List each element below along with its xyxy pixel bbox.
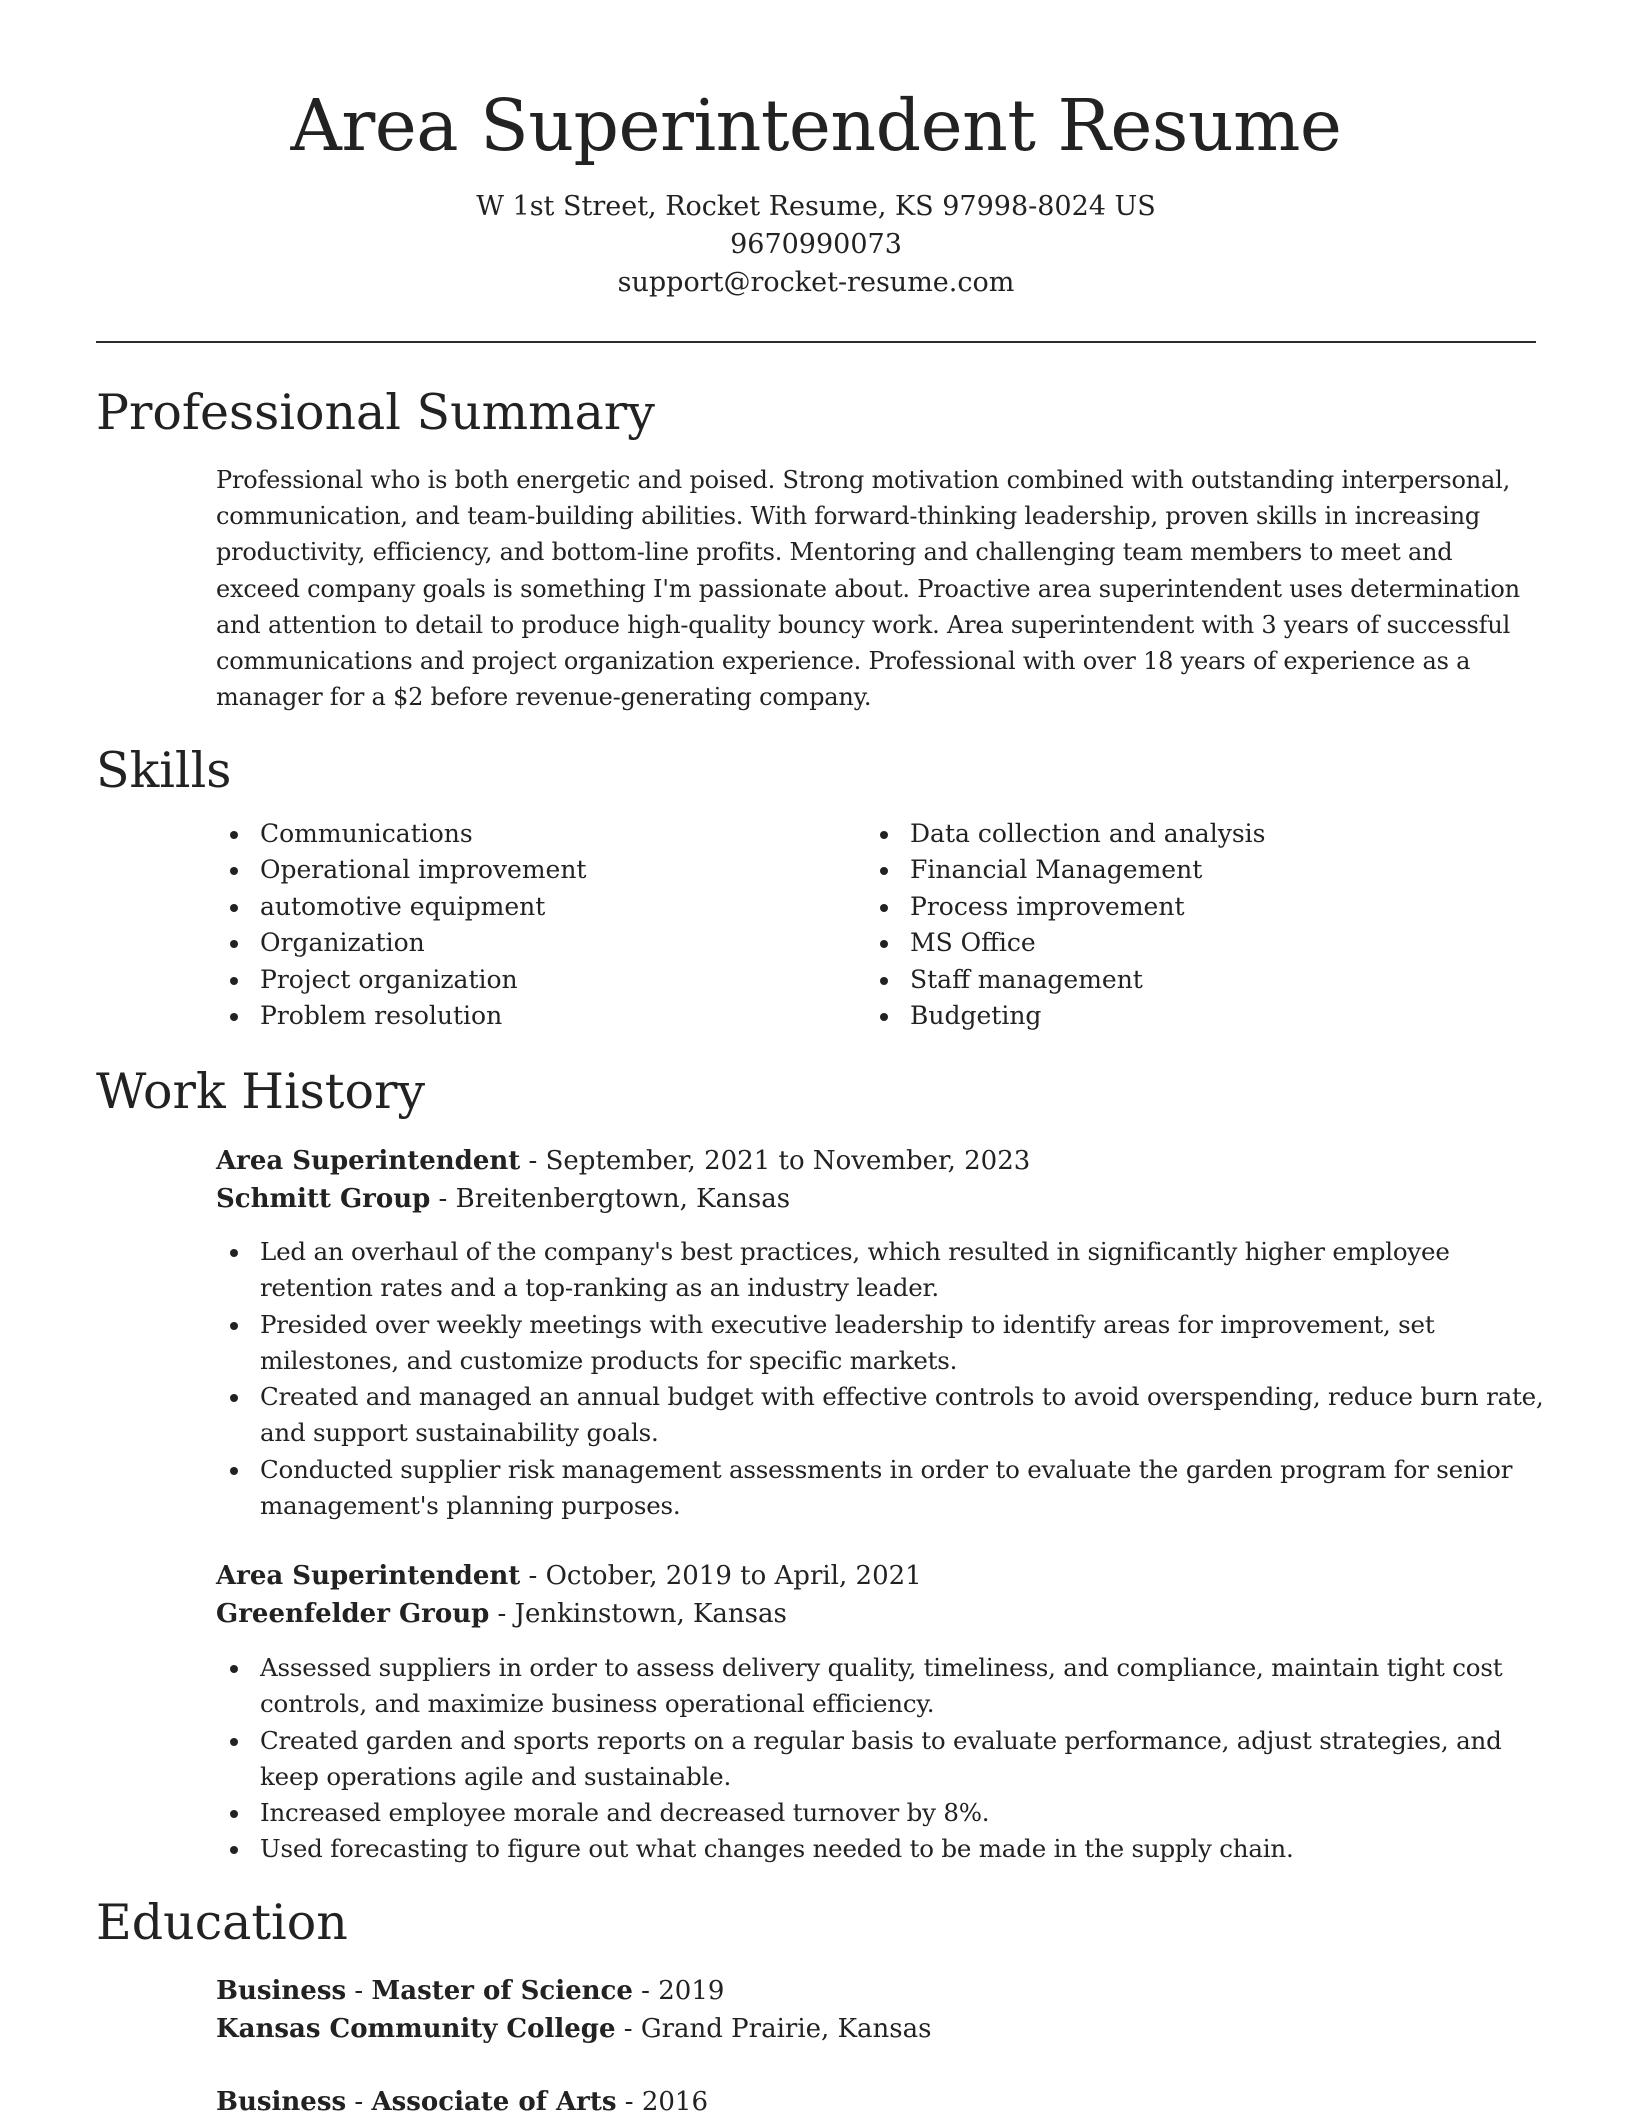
education-degree-line: [216, 1972, 724, 2011]
job-bullet: Conducted supplier risk management assessments in order to evaluate the garden program for senior management's planning purposes.: [216, 1452, 1546, 1525]
skill-item: Data collection and analysis: [866, 816, 1466, 852]
separator: -: [615, 2014, 641, 2044]
job-location: Breitenbergtown, Kansas: [455, 1184, 791, 1214]
skill-item: Staff management: [866, 962, 1466, 998]
separator: -: [632, 1976, 659, 2006]
contact-block: [0, 188, 1632, 302]
work-history-heading: Work History: [96, 1063, 426, 1120]
skill-item: Budgeting: [866, 998, 1466, 1034]
separator: -: [489, 1599, 515, 1629]
education-heading: Education: [96, 1894, 348, 1951]
skill-item: Operational improvement: [216, 852, 816, 888]
job-location: Jenkinstown, Kansas: [514, 1599, 787, 1629]
skill-item: automotive equipment: [216, 889, 816, 925]
job-bullet: Increased employee morale and decreased turnover by 8%.: [216, 1795, 1546, 1831]
summary-text: Professional who is both energetic and poised. Strong motivation combined with outstanding interpersonal, communication, and team-building abilities. With forward-thinking leadership, proven skills in increasing productivity, efficiency, and bottom-line profits. Mentoring and challenging team members to meet and exceed company goals is something I'm passionate about. Proactive area superintendent uses determination and attention to detail to produce high-quality bouncy work. Area superintendent with 3 years of successful communications and project organization experience. Professional with over 18 years of experience as a manager for a $2 before revenue-generating company.: [216, 466, 1520, 712]
job-bullet: Created garden and sports reports on a regular basis to evaluate performance, adjust strategies, and keep operations agile and sustainable.: [216, 1723, 1546, 1796]
education-year: 2019: [658, 1976, 725, 2006]
separator: -: [520, 1146, 546, 1176]
separator: -: [346, 2087, 372, 2117]
skills-list-right: [866, 816, 1466, 1034]
job-dates: October, 2019 to April, 2021: [545, 1561, 922, 1591]
skill-item: Problem resolution: [216, 998, 816, 1034]
skill-item: Communications: [216, 816, 816, 852]
separator: -: [430, 1184, 456, 1214]
job-company-line: [216, 1595, 787, 1634]
header-divider: [96, 341, 1536, 343]
skill-item: Organization: [216, 925, 816, 961]
job-bullet: Presided over weekly meetings with executive leadership to identify areas for improvement, set milestones, and customize products for specific markets.: [216, 1307, 1546, 1380]
skills-list-left: [216, 816, 816, 1034]
education-field: Business: [216, 2087, 347, 2117]
job-title-line: [216, 1142, 1030, 1181]
job-company-line: [216, 1180, 790, 1219]
education-location: Grand Prairie, Kansas: [640, 2014, 932, 2044]
job-bullet: Assessed suppliers in order to assess delivery quality, timeliness, and compliance, maintain tight cost controls, and maximize business operational efficiency.: [216, 1650, 1546, 1723]
job-company: Greenfelder Group: [216, 1599, 490, 1629]
skill-item: MS Office: [866, 925, 1466, 961]
job-bullets: [216, 1650, 1546, 1868]
separator: -: [346, 1976, 372, 2006]
job-bullet: Used forecasting to figure out what changes needed to be made in the supply chain.: [216, 1831, 1546, 1867]
job-bullet: Led an overhaul of the company's best practices, which resulted in significantly higher employee retention rates and a top-ranking as an industry leader.: [216, 1234, 1546, 1307]
phone: 9670990073: [730, 229, 902, 260]
job-company: Schmitt Group: [216, 1184, 431, 1214]
skill-item: Financial Management: [866, 852, 1466, 888]
resume-title: Area Superintendent Resume: [290, 84, 1342, 167]
resume-header: [0, 78, 1632, 302]
education-school: Kansas Community College: [216, 2014, 616, 2044]
education-degree: Master of Science: [371, 1976, 633, 2006]
job-role: Area Superintendent: [216, 1146, 521, 1176]
job-bullets: [216, 1234, 1546, 1524]
skill-item: Project organization: [216, 962, 816, 998]
education-field: Business: [216, 1976, 347, 2006]
education-school-line: [216, 2010, 931, 2049]
address: W 1st Street, Rocket Resume, KS 97998-8024 US: [476, 191, 1156, 222]
job-bullet: Created and managed an annual budget with effective controls to avoid overspending, reduce burn rate, and support sustainability goals.: [216, 1379, 1546, 1452]
skill-item: Process improvement: [866, 889, 1466, 925]
job-dates: September, 2021 to November, 2023: [545, 1146, 1031, 1176]
education-degree: Associate of Arts: [371, 2087, 617, 2117]
education-year: 2016: [641, 2087, 708, 2117]
summary-heading: Professional Summary: [96, 384, 655, 441]
separator: -: [616, 2087, 642, 2117]
skills-heading: Skills: [96, 742, 232, 799]
separator: -: [520, 1561, 546, 1591]
email: support@rocket-resume.com: [617, 267, 1015, 298]
job-role: Area Superintendent: [216, 1561, 521, 1591]
education-degree-line: [216, 2083, 708, 2122]
job-title-line: [216, 1557, 922, 1596]
